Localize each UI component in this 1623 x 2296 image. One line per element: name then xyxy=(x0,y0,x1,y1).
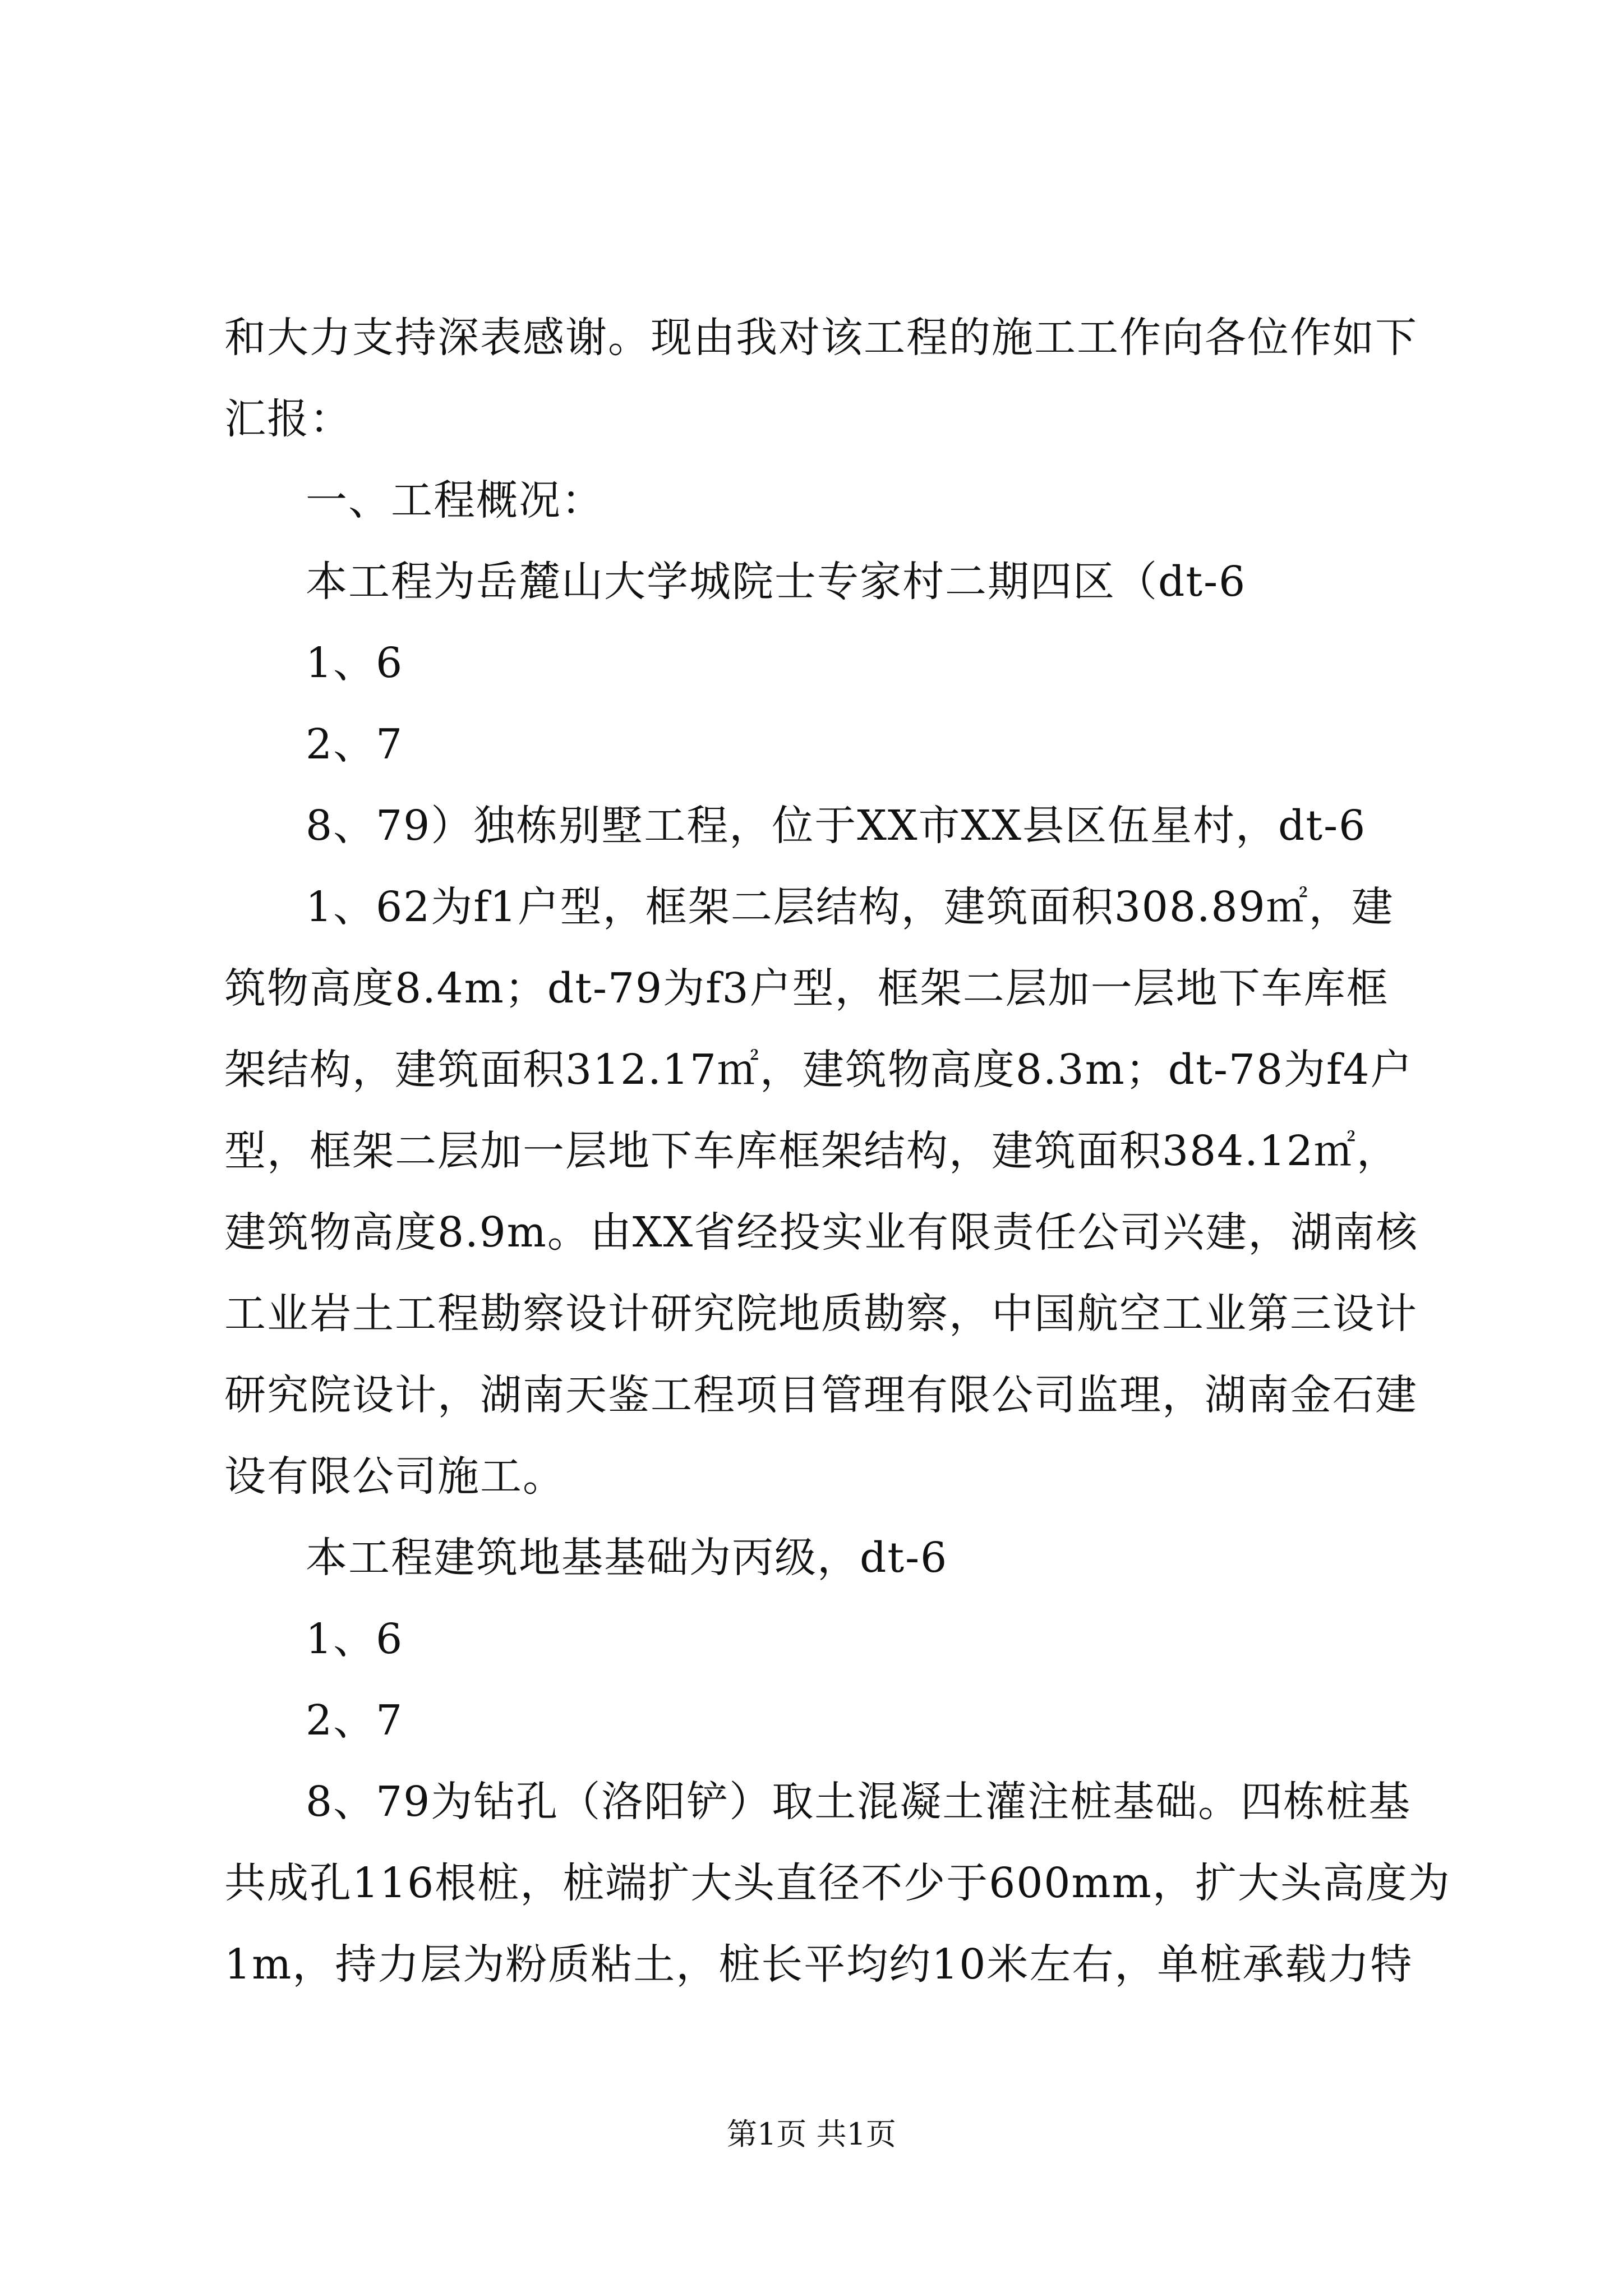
text-line: 8、79）独栋别墅工程，位于XX市XX县区伍星村，dt-6 xyxy=(306,802,1367,850)
text-line: 设有限公司施工。 xyxy=(224,1452,565,1501)
text-line: 架结构，建筑面积312.17㎡，建筑物高度8.3m；dt-78为f4户 xyxy=(224,1046,1413,1094)
document-body xyxy=(224,297,1451,2005)
text-line: 2、7 xyxy=(306,720,404,769)
text-line: 本工程为岳麓山大学城院士专家村二期四区（dt-6 xyxy=(306,558,1247,606)
text-line: 工业岩土工程勘察设计研究院地质勘察，中国航空工业第三设计 xyxy=(224,1290,1418,1338)
text-line: 筑物高度8.4m；dt-79为f3户型，框架二层加一层地下车库框 xyxy=(224,964,1389,1013)
text-line: 建筑物高度8.9m。由XX省经投实业有限责任公司兴建，湖南核 xyxy=(224,1208,1419,1257)
text-line: 汇报： xyxy=(224,395,352,443)
text-line: 1、6 xyxy=(306,639,404,687)
text-line: 1m，持力层为粉质粘土，桩长平均约10米左右，单桩承载力特 xyxy=(224,1940,1413,1989)
text-line: 共成孔116根桩，桩端扩大头直径不少于600mm，扩大头高度为 xyxy=(224,1859,1451,1907)
text-line: 8、79为钻孔（洛阳铲）取土混凝土灌注桩基础。四栋桩基 xyxy=(306,1778,1412,1826)
text-line: 和大力支持深表感谢。现由我对该工程的施工工作向各位作如下 xyxy=(224,314,1418,362)
text-line: 1、62为f1户型，框架二层结构，建筑面积308.89㎡，建 xyxy=(306,883,1394,931)
text-line: 2、7 xyxy=(306,1696,404,1745)
section-heading: 一、工程概况： xyxy=(306,476,604,524)
text-line: 本工程建筑地基基础为丙级，dt-6 xyxy=(306,1534,948,1582)
text-line: 研究院设计，湖南天鉴工程项目管理有限公司监理，湖南金石建 xyxy=(224,1371,1418,1419)
text-line: 1、6 xyxy=(306,1615,404,1663)
text-line: 型，框架二层加一层地下车库框架结构，建筑面积384.12㎡， xyxy=(224,1127,1399,1175)
page-number-footer: 第1页 共1页 xyxy=(727,2116,896,2152)
